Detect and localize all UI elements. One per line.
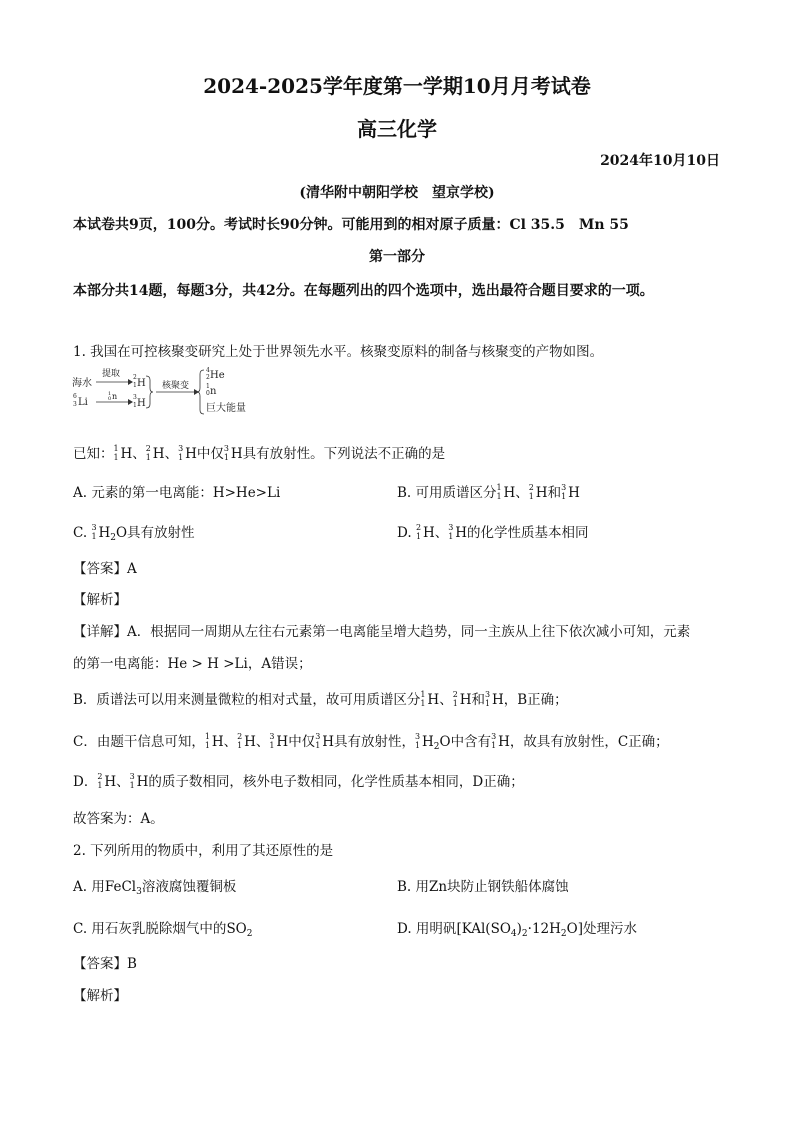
q1-stem: 1. 我国在可控核聚变研究上处于世界领先水平。核聚变原料的制备与核聚变的产物如图。 — [73, 344, 604, 360]
diagram-nout-mass: 1 — [206, 383, 210, 390]
diagram-h3-z: 1 — [133, 402, 137, 409]
q1-detail-b: B．质谱法可以用来测量微粒的相对式量，故可用质谱区分 1 1 H、 2 1 H和 3 1 H，B正确； — [73, 689, 568, 708]
iso-h2: 2 1 — [145, 443, 151, 462]
q2-option-d: D. 用明矾$[KAl(SO_4)_2\cdot 12H_2O]$处理污水 — [397, 921, 637, 939]
diagram-h2: H — [137, 378, 146, 389]
exam-date: 2024年10月10日 — [600, 153, 720, 169]
q2-answer: 【答案】B — [73, 956, 137, 972]
q1-answer: 【答案】A — [73, 561, 137, 577]
q1-conclusion: 故答案为：A。 — [73, 811, 164, 827]
q1-analysis-label: 【解析】 — [73, 592, 127, 608]
diagram-n-mass: 1 — [108, 391, 112, 397]
q1-option-b: B. 可用质谱区分 1 1 H、 2 1 H和 3 1 H — [397, 482, 580, 501]
exam-info: 本试卷共9页，100分。考试时长90分钟。可能用到的相对原子质量：Cl 35.5 Mn 55 — [73, 217, 629, 233]
q1-detail-a-line2: 的第一电离能：He > H >Li，A错误； — [73, 656, 312, 672]
q2-stem: 2. 下列所用的物质中，利用了其还原性的是 — [73, 843, 334, 859]
q2-option-b: B. 用Zn块防止钢铁船体腐蚀 — [397, 879, 569, 895]
diagram-brace-right — [197, 370, 204, 414]
diagram-h3: H — [137, 398, 146, 409]
part-instructions: 本部分共14题，每题3分，共42分。在每题列出的四个选项中，选出最符合题目要求的一项。 — [73, 283, 654, 299]
iso-h3: 3 1 — [178, 443, 184, 462]
diagram-li-z: 3 — [73, 401, 77, 408]
q1-detail-c: C．由题干信息可知， 1 1 H、 2 1 H、 3 1 H中仅 3 1 H具有放射性， 3 1 $H_2O$中含有 3 1 H，故具有放射性，C正确； — [73, 731, 669, 752]
diagram-h3-mass: 3 — [133, 394, 137, 401]
diagram-he-mass: 4 — [206, 367, 210, 374]
diagram-nout-z: 0 — [206, 390, 210, 397]
q1-known-prefix: 已知： — [73, 446, 114, 462]
diagram-energy: 巨大能量 — [206, 403, 246, 414]
diagram-extract-label: 提取 — [102, 369, 121, 379]
diagram-li: Li — [78, 397, 88, 408]
exam-title: 2024-2025学年度第一学期10月月考试卷 — [203, 74, 591, 98]
q1-detail-d: D． 2 1 H、 3 1 H的质子数相同，核外电子数相同，化学性质基本相同，D正确； — [73, 771, 524, 790]
exam-subject: 高三化学 — [357, 117, 437, 141]
part-title: 第一部分 — [369, 249, 425, 265]
iso-h3: 3 1 — [223, 443, 229, 462]
q2-option-a: A. 用FeCl$_3$溶液腐蚀覆铜板 — [73, 879, 237, 897]
q1-detail-a-line1: 【详解】A．根据同一周期从左往右元素第一电离能呈增大趋势，同一主族从上往下依次减小可知，元素 — [73, 624, 691, 640]
diagram-brace-left — [146, 376, 153, 408]
fusion-diagram — [72, 364, 262, 420]
diagram-he-z: 2 — [206, 374, 210, 381]
q2-analysis-label: 【解析】 — [73, 988, 127, 1004]
q1-option-c: C. 3 1 $H_2O$具有放射性 — [73, 522, 195, 543]
diagram-he: He — [210, 370, 225, 381]
diagram-neutron: n — [112, 392, 118, 401]
q2-option-c: C. 用石灰乳脱除烟气中的$SO_2$ — [73, 921, 253, 939]
q1-option-d: D. 2 1 H、 3 1 H的化学性质基本相同 — [397, 522, 589, 541]
diagram-h2-z: 1 — [133, 382, 137, 389]
school-name: (清华附中朝阳学校 望京学校) — [299, 185, 495, 201]
diagram-neutron-out: n — [210, 386, 217, 397]
diagram-fusion-label: 核聚变 — [162, 381, 190, 391]
q1-option-a: A. 元素的第一电离能：H>He>Li — [73, 485, 281, 501]
q1-known: 已知： 1 1 H、 2 1 H、 3 1 H中仅 3 1 H具有放射性。下列说法不正确的是 — [73, 443, 446, 462]
diagram-sea-water: 海水 — [72, 378, 92, 389]
diagram-li-mass: 6 — [73, 393, 77, 400]
iso-h1: 1 1 — [113, 443, 119, 462]
diagram-n-z: 0 — [108, 396, 112, 402]
diagram-h2-mass: 2 — [133, 374, 137, 381]
